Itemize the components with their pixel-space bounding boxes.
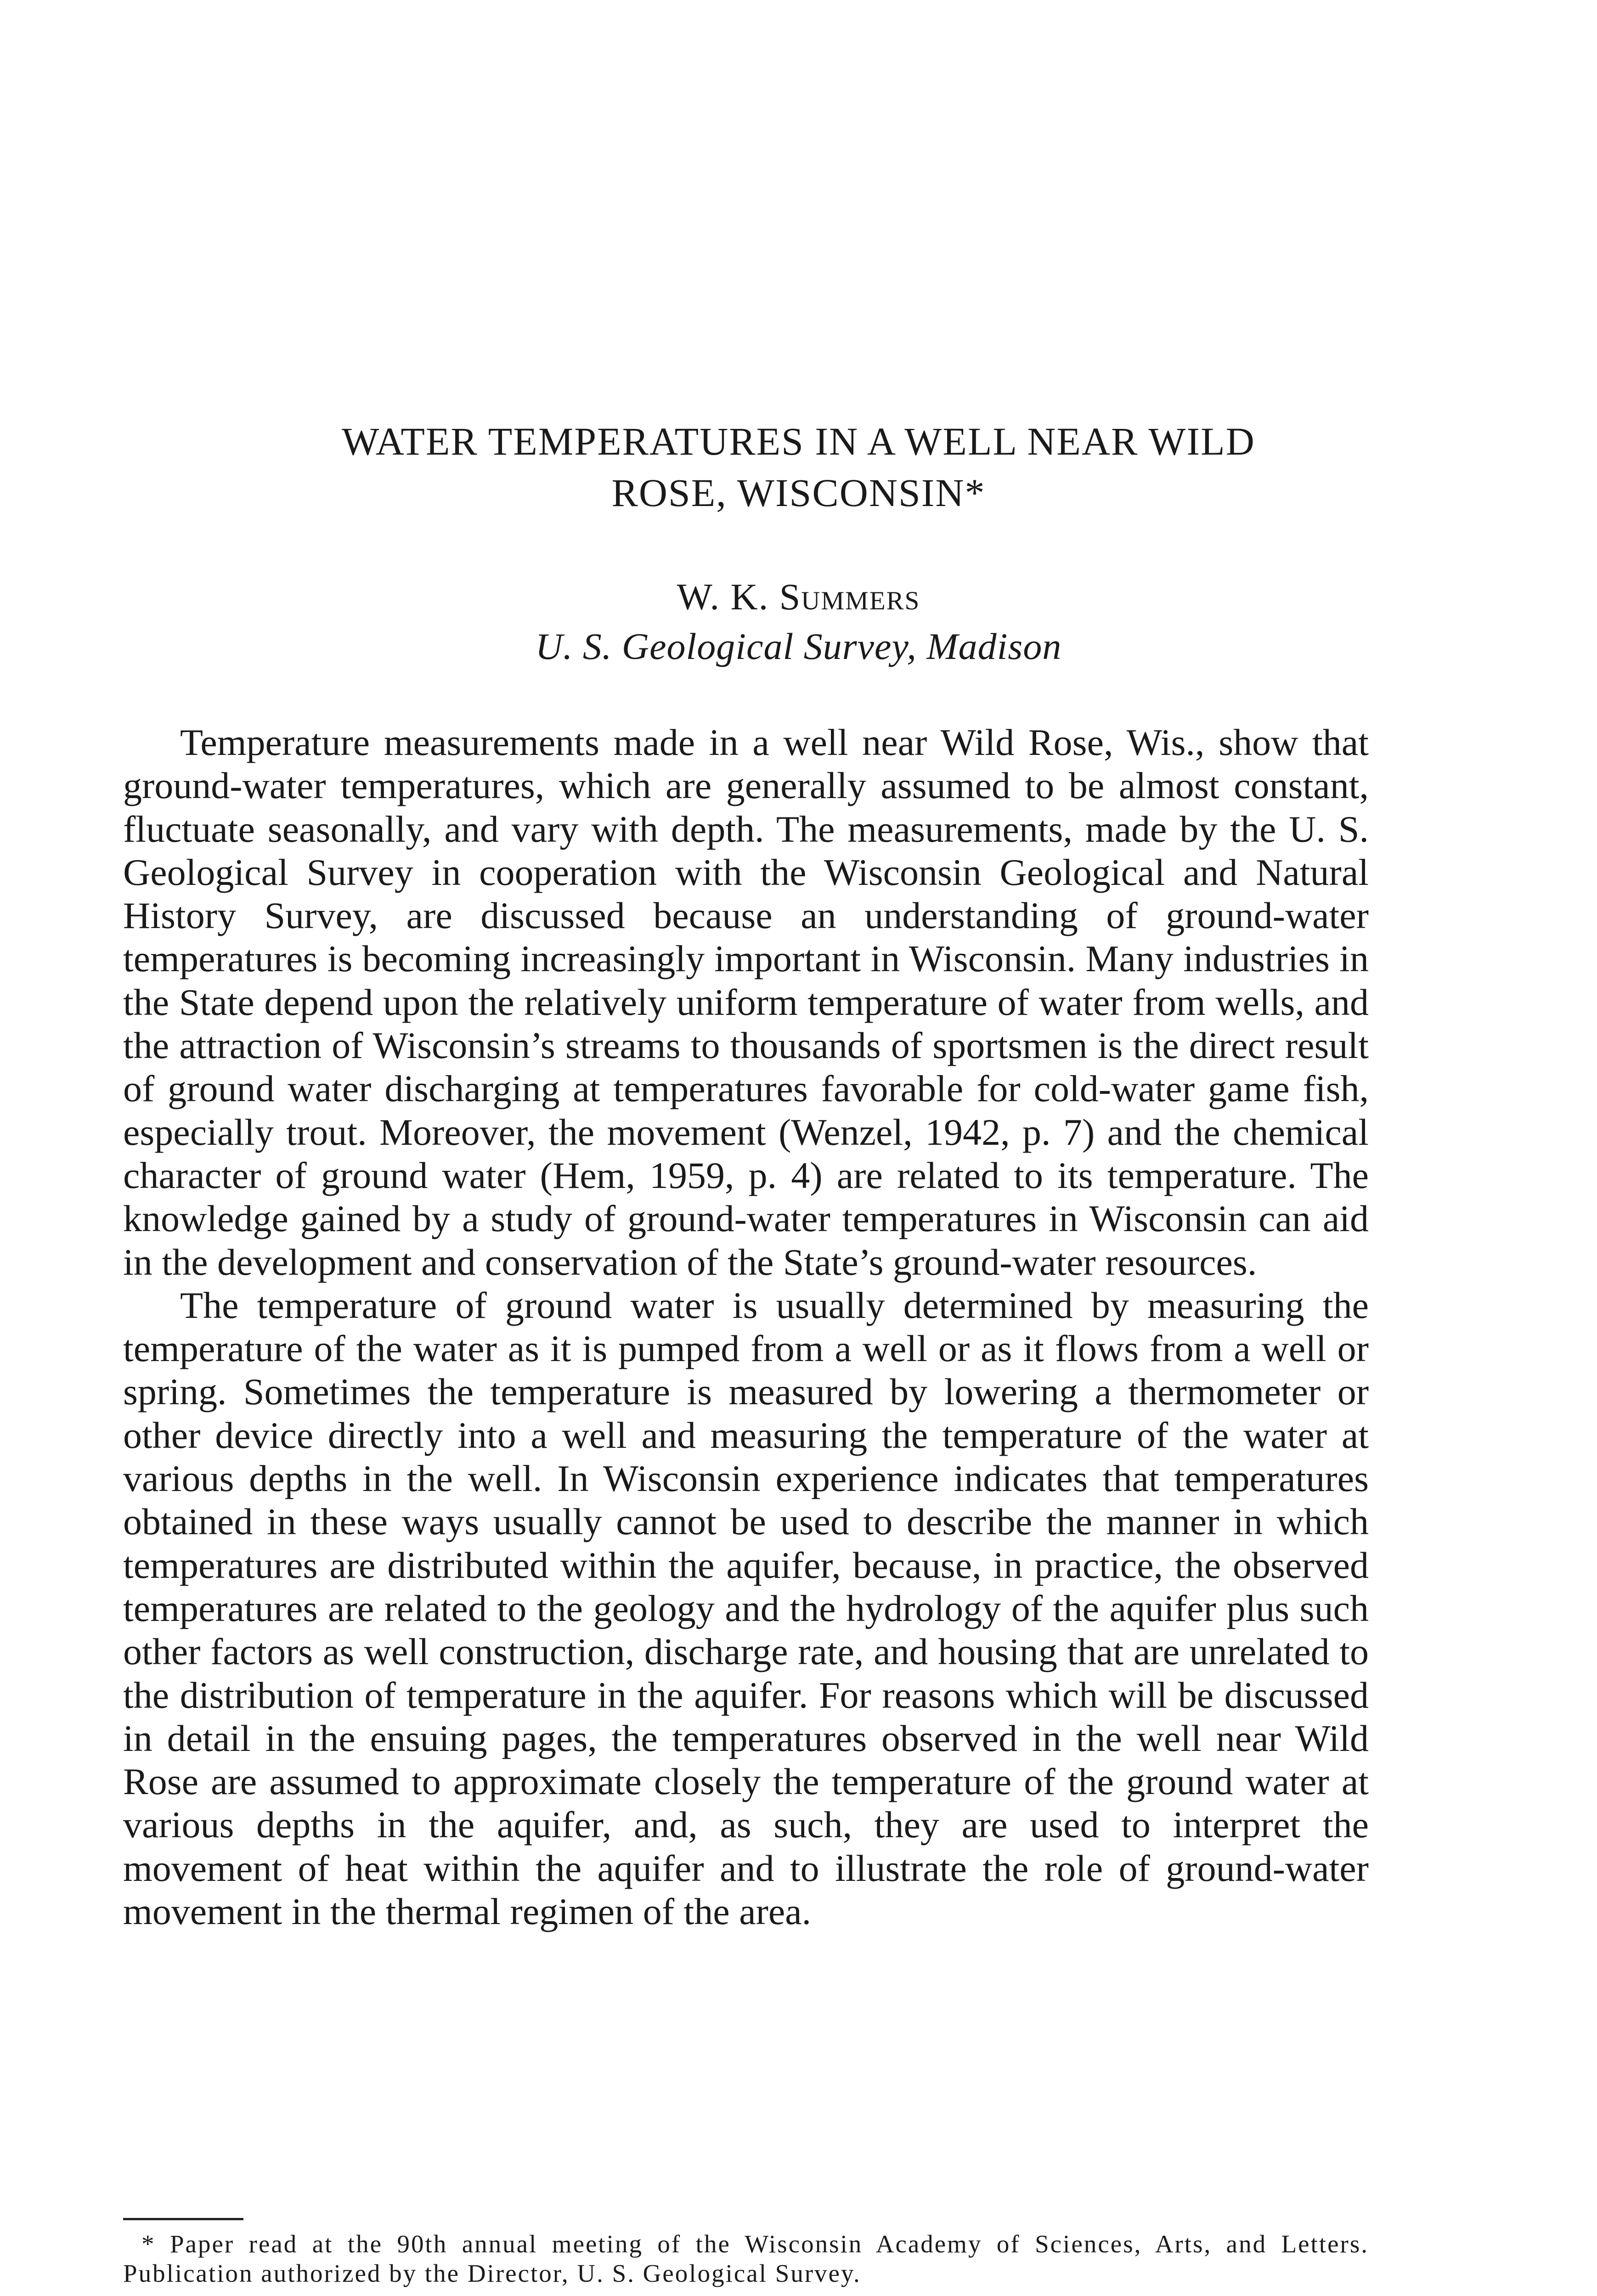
article-title-line-1: WATER TEMPERATURES IN A WELL NEAR WILD — [342, 419, 1255, 463]
author-name — [138, 574, 1459, 620]
body-paragraph-2: The temperature of ground water is usually determined by measuring the temperature of the water as it is pumped from a well or as it flows from a well or spring. Sometimes the temperature is measured by lowering a thermometer or other device directly into a well and measuring the temperature of the water at various depths in the well. In Wisconsin experience indicates that temperatures obtained in these ways usually cannot be used to describe the manner in which temperatures are distributed within the aquifer, because, in practice, the observed temperatures are related to the geology and the hydrology of the aquifer plus such other factors as well construction, discharge rate, and housing that are unrelated to the distribution of temperature in the aquifer. For reasons which will be discussed in detail in the ensuing pages, the temperatures observed in the well near Wild Rose are assumed to approximate closely the temperature of the ground water at various depths in the aquifer, and, as such, they are used to interpret the movement of heat within the aquifer and to illustrate the role of ground-water movement in the thermal regimen of the area. — [123, 1284, 1369, 1933]
footnote-rule — [123, 2218, 243, 2220]
footnote: * Paper read at the 90th annual meeting of the Wisconsin Academy of Sciences, Arts, and Letters. Publication authorized by the Director, U. S. Geological Survey. — [123, 2230, 1369, 2287]
article-title — [138, 416, 1459, 518]
article-title-line-2: ROSE, WISCONSIN* — [611, 471, 986, 515]
article-body — [123, 721, 1369, 1933]
body-paragraph-1: Temperature measurements made in a well near Wild Rose, Wis., show that ground-water temperatures, which are generally assumed to be almost constant, fluctuate seasonally, and vary with depth. The measurements, made by the U. S. Geological Survey in cooperation with the Wisconsin Geological and Natural History Survey, are discussed because an understanding of ground-water temperatures is becoming increasingly important in Wisconsin. Many industries in the State depend upon the relatively uniform temperature of water from wells, and the attraction of Wisconsin’s streams to thousands of sportsmen is the direct result of ground water discharging at temperatures favorable for cold-water game fish, especially trout. Moreover, the movement (Wenzel, 1942, p. 7) and the chemical character of ground water (Hem, 1959, p. 4) are related to its temperature. The knowledge gained by a study of ground-water temperatures in Wisconsin can aid in the development and conservation of the State’s ground-water resources. — [123, 721, 1369, 1283]
author-surname: Summers — [779, 576, 920, 618]
author-affiliation: U. S. Geological Survey, Madison — [535, 625, 1062, 667]
author-initials: W. K. — [677, 576, 769, 618]
